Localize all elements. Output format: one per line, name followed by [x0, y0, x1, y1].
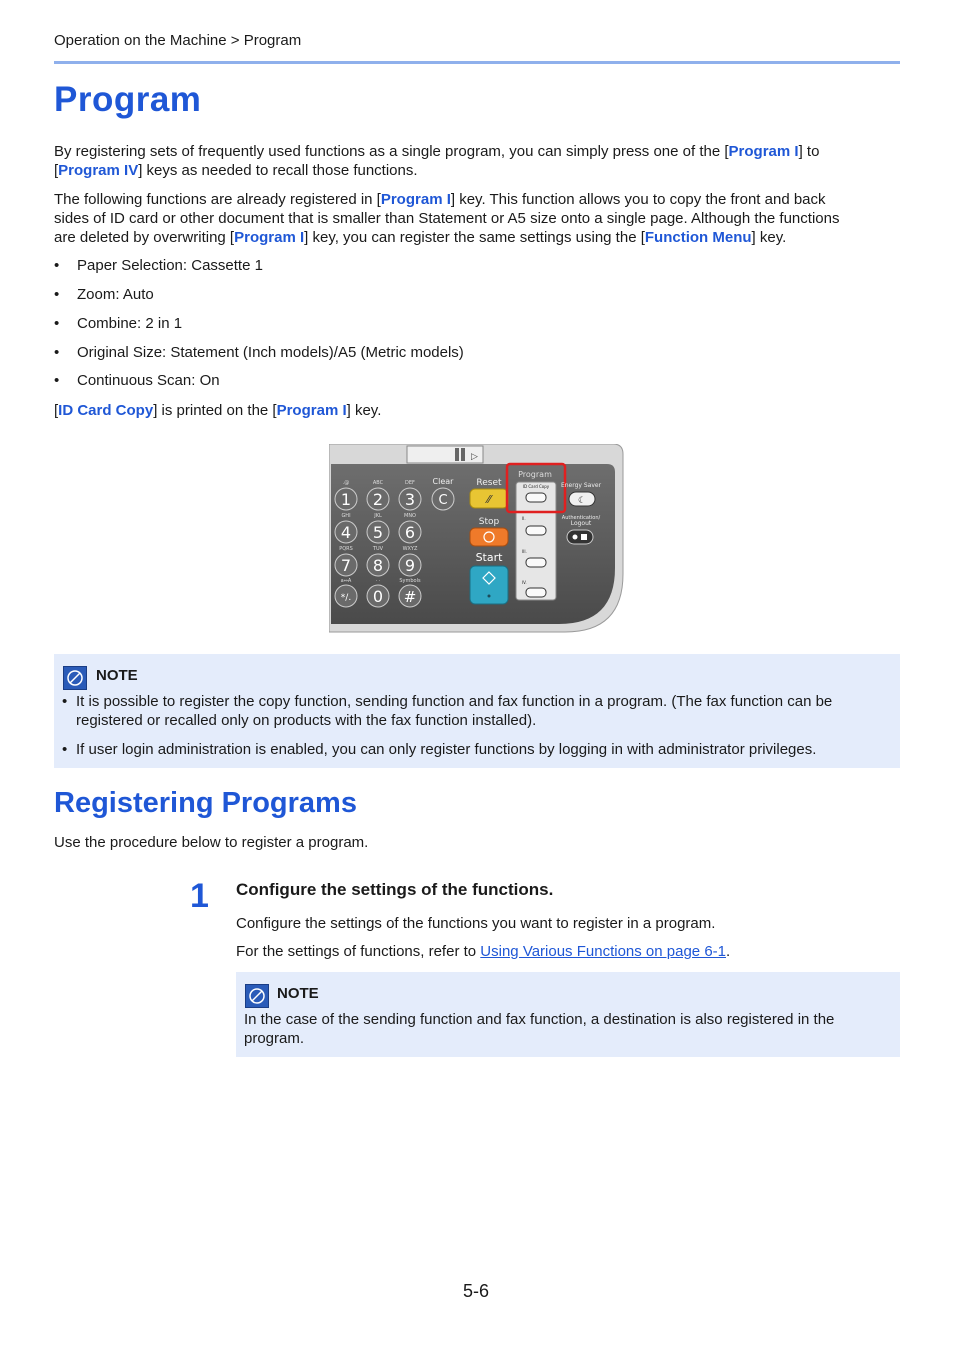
functions-page-link[interactable]: Using Various Functions on page 6-1 — [480, 943, 726, 960]
step-text: Configure the settings of the functions you want to register in a program. — [236, 915, 716, 932]
note-title: NOTE — [277, 985, 319, 1002]
svg-text:0: 0 — [372, 587, 384, 606]
step-title: Configure the settings of the functions. — [236, 880, 554, 899]
note-box: NOTE • It is possible to register the copy function, sending function and fax function in a program. (The fax function can be registered or recalled only on products with the fax function installed). • If user login administration is enabled, you can only register functions by logging in with administrator privileges. — [54, 654, 900, 768]
svg-text:ABC: ABC — [372, 480, 384, 486]
svg-text:Clear: Clear — [432, 477, 454, 486]
program-i-key-ref: Program I — [728, 143, 799, 160]
header-rule — [54, 61, 900, 64]
page-title: Program — [54, 80, 202, 119]
svg-text:Logout: Logout — [570, 520, 592, 527]
svg-text:2: 2 — [372, 490, 384, 509]
id-card-copy-paragraph: [ID Card Copy] is printed on the [Program I] key. — [54, 402, 382, 419]
svg-text:☾: ☾ — [577, 496, 587, 506]
svg-text:Reset: Reset — [476, 478, 502, 488]
svg-text:6: 6 — [404, 523, 416, 542]
program-keys — [507, 464, 565, 600]
note-text: program. — [244, 1030, 305, 1047]
svg-text:IV.: IV. — [522, 580, 527, 585]
svg-text:ID Card Copy: ID Card Copy — [522, 484, 550, 489]
svg-text:.@: .@ — [342, 480, 350, 486]
start-key — [470, 551, 508, 604]
function-menu-key-ref: Function Menu — [644, 229, 752, 246]
section-intro: Use the procedure below to register a program. — [54, 834, 369, 851]
svg-text:a⇔A: a⇔A — [340, 578, 352, 584]
intro-paragraph-1: By registering sets of frequently used functions as a single program, you can simply press one of the [Program I] to [Program IV] keys as needed to recall those functions. — [54, 143, 820, 179]
intro-paragraph-2: The following functions are already registered in [Program I] key. This function allows you to copy the front and back sides of ID card or other document that is smaller than Statement or A5 size onto a single page. Although the functions are deleted by overwriting [Program I] key, you can register the same settings using the [Function Menu] key. — [54, 191, 840, 246]
svg-text:III.: III. — [522, 549, 527, 554]
svg-text:JKL: JKL — [374, 513, 382, 519]
svg-text:TUV: TUV — [372, 546, 384, 552]
svg-text:C: C — [438, 493, 448, 508]
svg-text:1: 1 — [340, 490, 352, 509]
svg-text:· ·: · · — [375, 578, 381, 584]
clear-key — [432, 477, 454, 510]
note-icon — [63, 666, 87, 690]
svg-text:GHI: GHI — [341, 513, 351, 519]
svg-text:#: # — [403, 588, 417, 606]
svg-text:WXYZ: WXYZ — [402, 546, 418, 552]
svg-text:5: 5 — [372, 523, 384, 542]
note-box — [236, 972, 900, 1057]
svg-text:*/.: */. — [340, 593, 352, 603]
svg-text:4: 4 — [340, 523, 352, 542]
svg-text:⁄⁄: ⁄⁄ — [487, 493, 491, 506]
svg-text:Program: Program — [518, 470, 552, 479]
svg-text:Energy Saver: Energy Saver — [560, 482, 602, 489]
section-heading: Registering Programs — [54, 787, 357, 819]
step-reference: For the settings of functions, refer to Using Various Functions on page 6-1. — [236, 943, 731, 960]
program-iv-key-ref: Program IV — [58, 162, 139, 179]
svg-text:MNO: MNO — [404, 513, 416, 519]
step-number: 1 — [190, 877, 209, 915]
svg-text:PQRS: PQRS — [339, 546, 353, 552]
svg-text:8: 8 — [372, 556, 384, 575]
note-title: NOTE — [96, 667, 138, 684]
svg-text:DEF: DEF — [405, 480, 415, 486]
svg-text:7: 7 — [340, 556, 352, 575]
svg-text:Start: Start — [475, 551, 503, 564]
svg-text:Authentication/: Authentication/ — [561, 515, 601, 521]
svg-text:9: 9 — [404, 556, 416, 575]
key-hash — [399, 578, 421, 607]
operation-panel-illustration — [329, 444, 625, 634]
svg-text:3: 3 — [404, 490, 416, 509]
breadcrumb: Operation on the Machine > Program — [54, 32, 302, 49]
page-number: 5-6 — [463, 1281, 490, 1301]
svg-text:Stop: Stop — [478, 517, 500, 527]
svg-text:Symbols: Symbols — [399, 578, 421, 584]
note-icon — [245, 984, 269, 1008]
note-text: In the case of the sending function and fax function, a destination is also registered in the — [244, 1011, 835, 1028]
svg-text:▷: ▷ — [471, 452, 478, 462]
svg-text:II.: II. — [522, 516, 526, 521]
